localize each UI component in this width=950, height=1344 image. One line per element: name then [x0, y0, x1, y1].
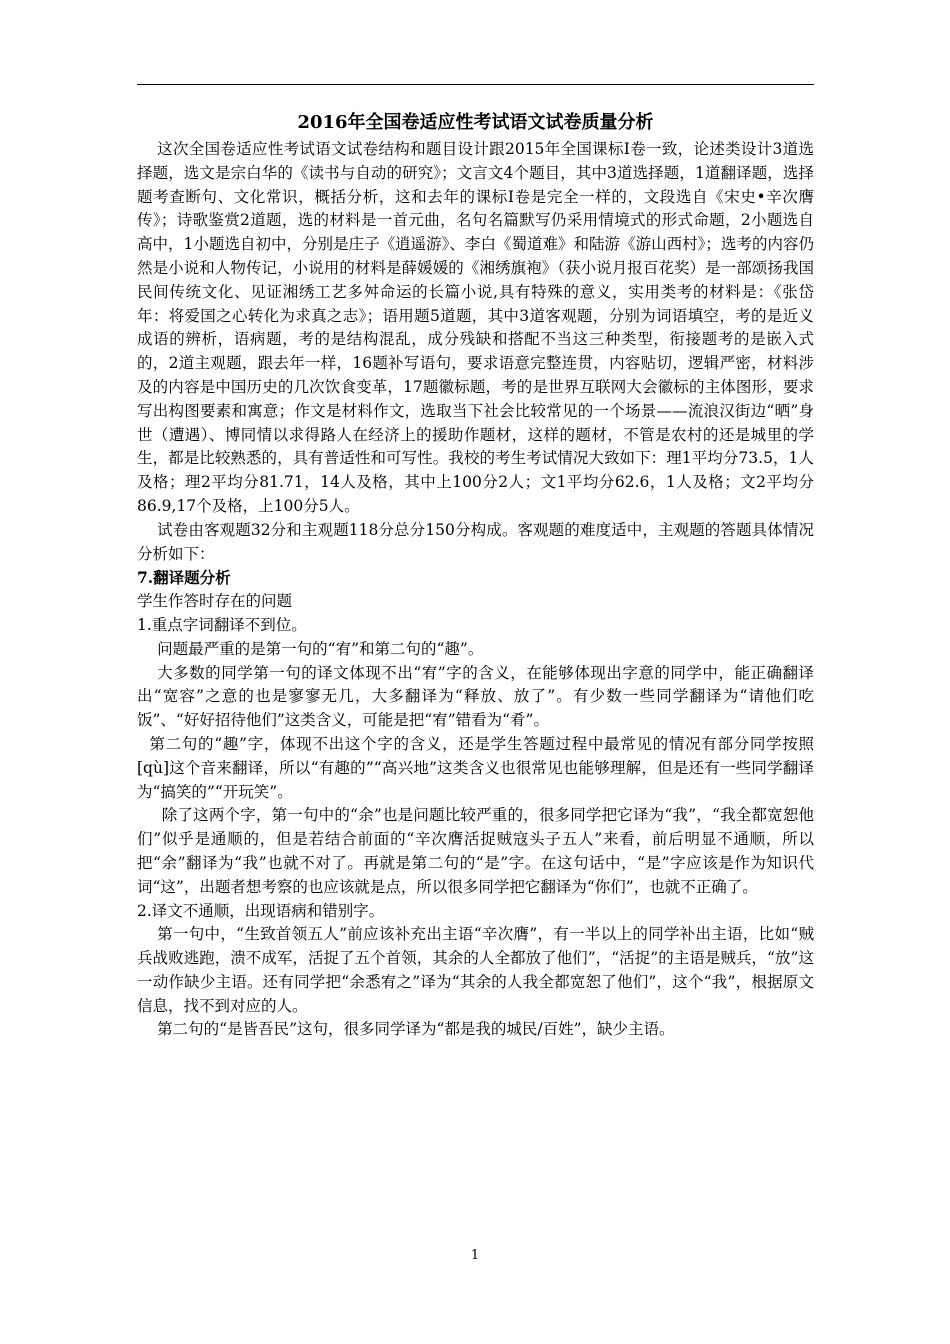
body-paragraph-5: 第一句中，“生致首领五人”前应该补充出主语“辛次膺”，有一半以上的同学补出主语，比如“贼兵战败逃跑，溃不成军，活捉了五个首领，其余的人全都放了他们”，“活捉”的主语是贼兵，“放”这一动作缺少主语。还有同学把“余悉宥之”译为“其余的人我全都宽恕了他们”，这个“我”，根据原文信息，找不到对应的人。 [137, 925, 814, 1015]
section-heading: 7.翻译题分析 [137, 568, 231, 588]
subheading: 学生作答时存在的问题 [137, 592, 293, 611]
body-paragraph-3: 第二句的“趣”字，体现不出这个字的含义，还是学生答题过程中最常见的情况有部分同学按照[qù]这个音来翻译，所以“有趣的”“高兴地”这类含义也很常见也能够理解，但是还有一些同学翻译为“搞笑的”“开玩笑”。 [137, 734, 814, 801]
body-paragraph-6: 第二句的“是皆吾民”这句，很多同学译为“都是我的城民/百姓”，缺少主语。 [157, 1020, 675, 1039]
body-paragraph-4: 除了这两个字，第一句中的“余”也是问题比较严重的，很多同学把它译为“我”，“我全都宽恕他们”似乎是通顺的，但是若结合前面的“辛次膺活捉贼寇头子五人”来看，前后明显不通顺，所以把“余”翻译为“我”也就不对了。再就是第二句的“是”字。在这句话中，“是”字应该是作为知识代词“这”，出题者想考察的也应该就是点，所以很多同学把它翻译为“你们”，也就不正确了。 [137, 806, 814, 896]
body-paragraph-1: 问题最严重的是第一句的“宥”和第二句的“趣”。 [157, 639, 484, 658]
document-title: 2016年全国卷适应性考试语文试卷质量分析 [297, 112, 654, 133]
header-rule [137, 84, 814, 85]
intro-paragraph-2: 试卷由客观题32分和主观题118分总分150分构成。客观题的难度适中，主观题的答题具体情况分析如下： [137, 520, 814, 563]
body-paragraph-2: 大多数的同学第一句的译文体现不出“宥”字的含义，在能够体现出字意的同学中，能正确翻译出“宽容”之意的也是寥寥无几，大多翻译为“释放、放了”。有少数一些同学翻译为“请他们吃饭”、“好好招待他们”这类含义，可能是把“宥”错看为“肴”。 [137, 663, 814, 730]
point-heading-1: 1.重点字词翻译不到位。 [137, 615, 307, 634]
document-body [137, 110, 814, 1042]
point-heading-2: 2.译文不通顺，出现语病和错别字。 [137, 901, 385, 920]
intro-paragraph: 这次全国卷适应性考试语文试卷结构和题目设计跟2015年全国课标Ⅰ卷一致，论述类设计3道选择题，选文是宗白华的《读书与自动的研究》；文言文4个题目，其中3道选择题，1道翻译题，选择题考查断句、文化常识，概括分析，这和去年的课标Ⅰ卷是完全一样的，文段选自《宋史•辛次膺传》；诗歌鉴赏2道题，选的材料是一首元曲，名句名篇默写仍采用情境式的形式命题，2小题选自高中，1小题选自初中，分别是庄子《逍遥游》、李白《蜀道难》和陆游《游山西村》；选考的内容仍然是小说和人物传记，小说用的材料是薛媛媛的《湘绣旗袍》（获小说月报百花奖）是一部颂扬我国民间传统文化、见证湘绣工艺多舛命运的长篇小说,具有特殊的意义，实用类考的材料是：《张岱年：将爱国之心转化为求真之志》；语用题5道题，其中3道客观题，分别为词语填空，考的是近义成语的辨析，语病题，考的是结构混乱，成分残缺和搭配不当这三种类型，衔接题考的是嵌入式的，2道主观题，跟去年一样，16题补写语句，要求语意完整连贯，内容贴切，逻辑严密，材料涉及的内容是中国历史的几次饮食变革，17题徽标题，考的是世界互联网大会徽标的主体图形，要求写出构图要素和寓意；作文是材料作文，选取当下社会比较常见的一个场景——流浪汉街边“晒”身世（遭遇）、博同情以求得路人在经济上的援助作题材，这样的题材，不管是农村的还是城里的学生，都是比较熟悉的，具有普适性和可写性。我校的考生考试情况大致如下：理1平均分73.5，1人及格；理2平均分81.71，14人及格，其中上100分2人；文1平均分62.6，1人及格；文2平均分86.9,17个及格，上100分5人。 [137, 140, 814, 515]
page-number: 1 [470, 1248, 480, 1263]
